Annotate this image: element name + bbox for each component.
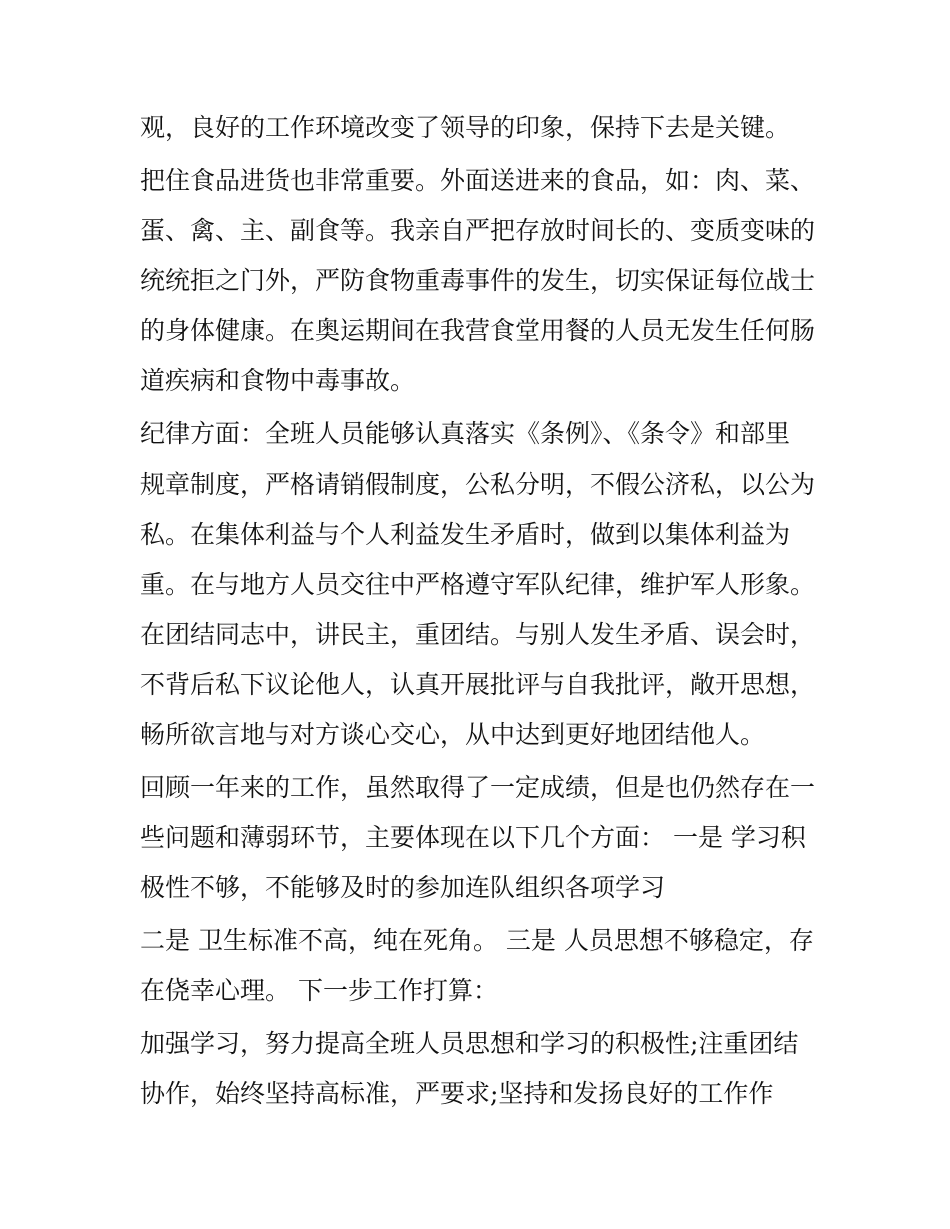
text-line: 纪律方面：全班人员能够认真落实《条例》、《条令》和部里 xyxy=(140,419,791,448)
text-line: 协作，始终坚持高标准，严要求;坚持和发扬良好的工作作 xyxy=(140,1079,774,1108)
text-line: 极性不够，不能够及时的参加连队组织各项学习 xyxy=(140,873,666,902)
text-line: 私。在集体利益与个人利益发生矛盾时，做到以集体利益为 xyxy=(140,520,791,549)
text-line: 道疾病和食物中毒事故。 xyxy=(140,366,416,395)
text-line: 二是 卫生标准不高，纯在死角。 三是 人员思想不够稳定，存 xyxy=(140,926,814,955)
text-line: 畅所欲言地与对方谈心交心，从中达到更好地团结他人。 xyxy=(140,720,766,749)
text-line: 统统拒之门外，严防食物重毒事件的发生，切实保证每位战士 xyxy=(140,266,816,295)
text-line: 在侥幸心理。 下一步工作打算： xyxy=(140,976,498,1005)
text-line: 些问题和薄弱环节，主要体现在以下几个方面： 一是 学习积 xyxy=(140,823,806,852)
text-line: 观，良好的工作环境改变了领导的印象，保持下去是关键。 xyxy=(140,113,791,142)
text-line: 规章制度，严格请销假制度，公私分明，不假公济私，以公为 xyxy=(140,470,816,499)
text-line: 加强学习，努力提高全班人员思想和学习的积极性;注重团结 xyxy=(140,1029,799,1058)
text-line: 的身体健康。在奥运期间在我营食堂用餐的人员无发生任何肠 xyxy=(140,316,816,345)
text-line: 回顾一年来的工作，虽然取得了一定成绩，但是也仍然存在一 xyxy=(140,773,816,802)
text-line: 把住食品进货也非常重要。外面送进来的食品，如：肉、菜、 xyxy=(140,166,816,195)
text-line: 重。在与地方人员交往中严格遵守军队纪律，维护军人形象。 xyxy=(140,570,816,599)
text-line: 不背后私下议论他人，认真开展批评与自我批评，敞开思想， xyxy=(140,670,816,699)
text-line: 蛋、禽、主、副食等。我亲自严把存放时间长的、变质变味的 xyxy=(140,216,816,245)
text-line: 在团结同志中，讲民主，重团结。与别人发生矛盾、误会时， xyxy=(140,620,816,649)
